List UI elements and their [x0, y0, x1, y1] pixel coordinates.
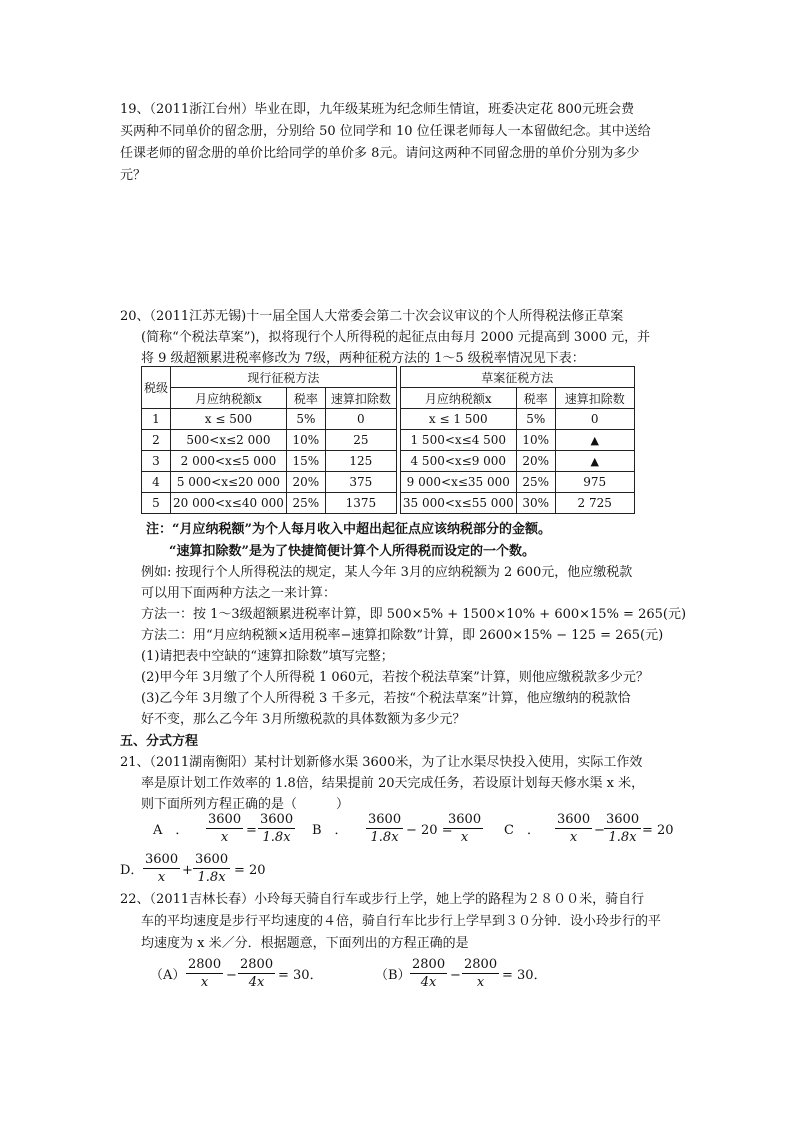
- header-draft-method: 草案征税方法: [400, 367, 634, 388]
- q19-line-4: 元？: [120, 168, 147, 183]
- q20-body-1: 例如: 按现行个人所得税法的规定，某人今年 3月的应纳税额为 2 600元，他应缴税款: [141, 565, 633, 580]
- q21-c-operator: −: [594, 823, 605, 838]
- q20-body-3: 方法一：按 1～3级超额累进税率计算，即 500×5% + 1500×10% + 600×15% = 265(元): [141, 607, 687, 622]
- sub-header: 月应纳税额x: [400, 388, 516, 409]
- q22-b-fraction-1: $\frac{2800}{4x}$: [412, 957, 446, 990]
- q20-body-7: (3)乙今年 3月缴了个人所得税 3 千多元，若按“个税法草案”计算，他应缴纳的税款恰: [141, 691, 631, 706]
- q20-body-4: 方法二：用“月应纳税额×适用税率−速算扣除数”计算，即 2600×15% − 125 = 265(元): [141, 628, 664, 643]
- q20-body-2: 可以用下面两种方法之一来计算：: [141, 586, 337, 601]
- q22-a-fraction-1: $\frac{2800}{x}$: [188, 957, 222, 990]
- blank-triangle-marker: ▲: [555, 451, 634, 472]
- q21-line-2: 率是原计划工作效率的 1.8倍，结果提前 20天完成任务，若设原计划每天修水渠 x 米，: [141, 776, 645, 791]
- q22-line-3: 均速度为 x 米／分．根据题意，下面列出的方程正确的是: [141, 936, 469, 951]
- q19-line-2: 买两种不同单价的留念册，分别给 50 位同学和 10 位任课老师每人一本留做纪念。其中送给: [120, 124, 651, 139]
- q21-line-1: 21、（2011湖南衡阳）某村计划新修水渠 3600米，为了让水渠尽快投入使用，实际工作效: [120, 755, 643, 770]
- blank-triangle-marker: ▲: [555, 430, 634, 451]
- q20-note-2: “速算扣除数”是为了快捷简便计算个人所得税而设定的一个数。: [169, 544, 535, 559]
- q22-option-a-label: （A）: [150, 968, 186, 983]
- q22-option-b-label: （B）: [375, 968, 411, 983]
- sub-header: 税率: [286, 388, 325, 409]
- q20-line-1: 20、（2011江苏无锡)十一届全国人大常委会第二十次会议审议的个人所得税法修正草案: [120, 309, 624, 324]
- header-level: 税级: [142, 367, 171, 409]
- table-row: 1 x ≤ 500 5% 0 x ≤ 1 500 5% 0: [142, 409, 635, 430]
- q20-body-6: (2)甲今年 3月缴了个人所得税 1 060元，若按个税法草案”计算，则他应缴税款多少元？: [141, 670, 649, 685]
- q21-b-operator: − 20 =: [406, 823, 453, 838]
- sub-header: 月应纳税额x: [171, 388, 287, 409]
- q21-c-fraction-2: $\frac{3600}{1.8x}$: [606, 812, 640, 845]
- table-row: 3 2 000<x≤5 000 15% 125 4 500<x≤9 000 20% ▲: [142, 451, 635, 472]
- q19-line-1: 19、（2011浙江台州）毕业在即，九年级某班为纪念师生情谊，班委决定花 800元班会费: [120, 102, 635, 117]
- q22-a-operator: −: [226, 968, 237, 983]
- q20-line-3: 将 9 级超额累进税率修改为 7级，两种征税方法的 1～5 级税率情况见下表：: [141, 351, 585, 366]
- q21-d-fraction-1: $\frac{3600}{x}$: [145, 852, 179, 885]
- q21-b-fraction-2: $\frac{3600}{x}$: [448, 812, 482, 845]
- sub-header: 税率: [516, 388, 555, 409]
- q21-a-operator: =: [246, 823, 257, 838]
- table-row: 4 5 000<x≤20 000 20% 375 9 000<x≤35 000 25% 975: [142, 472, 635, 493]
- q21-c-tail: = 20: [642, 823, 674, 838]
- q21-line-3: 则下面所列方程正确的是（ ）: [141, 797, 350, 812]
- q20-note-1: 注：“月应纳税额”为个人每月收入中超出起征点应该纳税部分的金额。: [146, 522, 551, 537]
- q22-line-1: 22、（2011吉林长春）小玲每天骑自行车或步行上学，她上学的路程为２８００米，骑自行: [120, 892, 645, 907]
- q20-body-5: (1)请把表中空缺的“速算扣除数”填写完整；: [141, 649, 394, 664]
- q22-a-tail: = 30．: [278, 968, 323, 983]
- section-title: 五、分式方程: [120, 734, 199, 749]
- q20-body-8: 好不变，那么乙今年 3月所缴税款的具体数额为多少元？: [141, 712, 466, 727]
- q21-a-fraction-2: $\frac{3600}{1.8x}$: [260, 812, 294, 845]
- q19-line-3: 任课老师的留念册的单价比给同学的单价多 8元。请问这两种不同留念册的单价分别为多少: [120, 146, 640, 161]
- q21-d-tail: = 20: [234, 863, 266, 878]
- table-row: 2 500<x≤2 000 10% 25 1 500<x≤4 500 10% ▲: [142, 430, 635, 451]
- q21-d-operator: +: [182, 863, 193, 878]
- header-current-method: 现行征税方法: [171, 367, 397, 388]
- q22-b-fraction-2: $\frac{2800}{x}$: [464, 957, 498, 990]
- q21-option-d-label: D．: [120, 863, 144, 878]
- q21-c-fraction-1: $\frac{3600}{x}$: [557, 812, 591, 845]
- sub-header: 速算扣除数: [325, 388, 396, 409]
- q22-b-operator: −: [450, 968, 461, 983]
- sub-header: 速算扣除数: [555, 388, 634, 409]
- q22-a-fraction-2: $\frac{2800}{4x}$: [240, 957, 274, 990]
- table-row: 5 20 000<x≤40 000 25% 1375 35 000<x≤55 000 30% 2 725: [142, 493, 635, 514]
- q22-b-tail: = 30．: [502, 968, 547, 983]
- q21-option-c-label: C ．: [504, 823, 540, 838]
- tax-rate-table: [141, 366, 635, 514]
- q22-line-2: 车的平均速度是步行平均速度的４倍，骑自行车比步行上学早到３０分钟．设小玲步行的平: [141, 914, 662, 929]
- q20-line-2: (简称“个税法草案”)，拟将现行个人所得税的起征点由每月 2000 元提高到 3000 元，并: [141, 330, 651, 345]
- q21-option-a-label: A ．: [153, 823, 189, 838]
- q21-a-fraction-1: $\frac{3600}{x}$: [208, 812, 242, 845]
- q21-d-fraction-2: $\frac{3600}{1.8x}$: [195, 852, 229, 885]
- q21-b-fraction-1: $\frac{3600}{1.8x}$: [368, 812, 402, 845]
- q21-option-b-label: B ．: [312, 823, 348, 838]
